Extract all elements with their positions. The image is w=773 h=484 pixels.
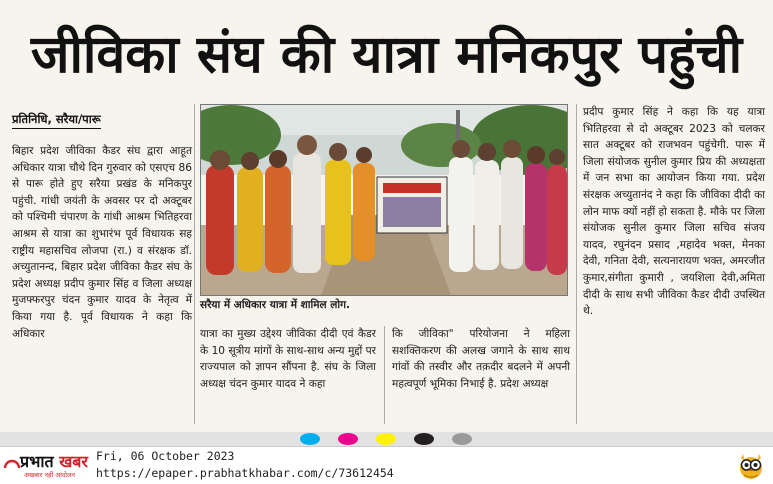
headline: जीविका संघ की यात्रा मनिकपुर पहुंची bbox=[30, 24, 743, 85]
print-registration-strip bbox=[0, 432, 773, 446]
publication-date: Fri, 06 October 2023 bbox=[96, 449, 235, 463]
column-divider bbox=[576, 104, 577, 424]
column-2-text: यात्रा का मुख्य उद्देश्य जीविका दीदी एवं कैडर के 10 सूत्रीय मांगों के साथ-साथ अन्य मुद्दों पर राज्यपाल को ज्ञापन सौंपना है. संघ के जिला अध्यक्ष चंदन कुमार यादव ने कहा bbox=[200, 328, 376, 390]
column-4-text: प्रदीप कुमार सिंह ने कहा कि यह यात्रा भितिहरवा से दो अक्टूबर 2023 को चलकर सात अक्टूबर को राजभवन पहुंचेगी. पारू में जिला संयोजक सुनील कुमार प्रिय की अध्यक्षता में जन सभा का आयोजन किया गया. प्रदेश संरक्षक अच्युतानंद ने कहा कि जीविका दीदी का लोन माफ क्यों नहीं हो सकता है. मौके पर जिला संयोजक सुनील कुमार जिला सचिव संजय यादव, रघुनंदन प्रसाद ,महादेव भक्त, मेनका देवी, गनिता देवी, सत्यनारायण भक्त, अमरजीत कुमार,संगीता कुमारी , जयशिला देवी,अमिता दीदी के साथ सभी जीविका कैडर दीदी उपस्थित थे. bbox=[583, 106, 765, 318]
epaper-url[interactable]: https://epaper.prabhatkhabar.com/c/73612454 bbox=[96, 466, 394, 480]
sunrise-icon bbox=[4, 456, 20, 472]
column-3-text: कि जीविका" परियोजना ने महिला सशक्तिकरण की अलख जगाने के साथ साथ गांवों की तस्वीर और तक़दीर बदलने में अपनी महत्वपूर्ण भूमिका निभाई है. प्रदेश अध्यक्ष bbox=[392, 328, 570, 390]
article-column-3 bbox=[392, 326, 570, 392]
epaper-footer bbox=[0, 446, 773, 484]
prabhat-khabar-logo[interactable] bbox=[4, 450, 92, 480]
black-registration-dot bbox=[414, 433, 434, 445]
yellow-registration-dot bbox=[376, 433, 396, 445]
logo-word-1: प्रभात bbox=[20, 452, 54, 471]
article-column-1 bbox=[12, 143, 192, 342]
article-column-4 bbox=[583, 104, 765, 320]
owl-icon bbox=[735, 449, 767, 481]
magenta-registration-dot bbox=[338, 433, 358, 445]
byline: प्रतिनिधि, सरैया/पारू bbox=[12, 112, 101, 129]
column-divider bbox=[384, 326, 385, 424]
cyan-registration-dot bbox=[300, 433, 320, 445]
article-photo bbox=[200, 104, 568, 296]
column-1-text: बिहार प्रदेश जीविका कैडर संघ द्वारा आहूत अधिकार यात्रा चौथे दिन गुरुवार को एसएच 86 से पारू होते हुए सरैया प्रखंड के मनिकपुर पहुंची. गांधी जयंती के अवसर पर दो अक्टूबर को पश्चिमी चंपारण के गांधी आश्रम भितिहरवा आश्रम से यात्रा का शुभारंभ पूर्व विधायक सह राष्ट्रीय महासचिव लोजपा (रा.) व संरक्षक डॉ. अच्युतानन्द, बिहार प्रदेश जीविका कैडर संघ के प्रदेश अध्यक्ष प्रदीप कुमार सिंह व जिला अध्यक्ष मुजफ्फरपुर चंदन कुमार यादव के नेतृत्व में किया गया है. पूर्व विधायक ने कहा कि अधिकार bbox=[12, 145, 192, 340]
gray-registration-dot bbox=[452, 433, 472, 445]
logo-word-2: खबर bbox=[59, 452, 88, 471]
column-divider bbox=[194, 104, 195, 424]
logo-tagline: अखबार नहीं आंदोलन bbox=[24, 471, 76, 479]
logo-wordmark bbox=[20, 450, 88, 472]
article-column-2 bbox=[200, 326, 376, 392]
photo-caption: सरैया में अधिकार यात्रा में शामिल लोग. bbox=[200, 299, 351, 311]
